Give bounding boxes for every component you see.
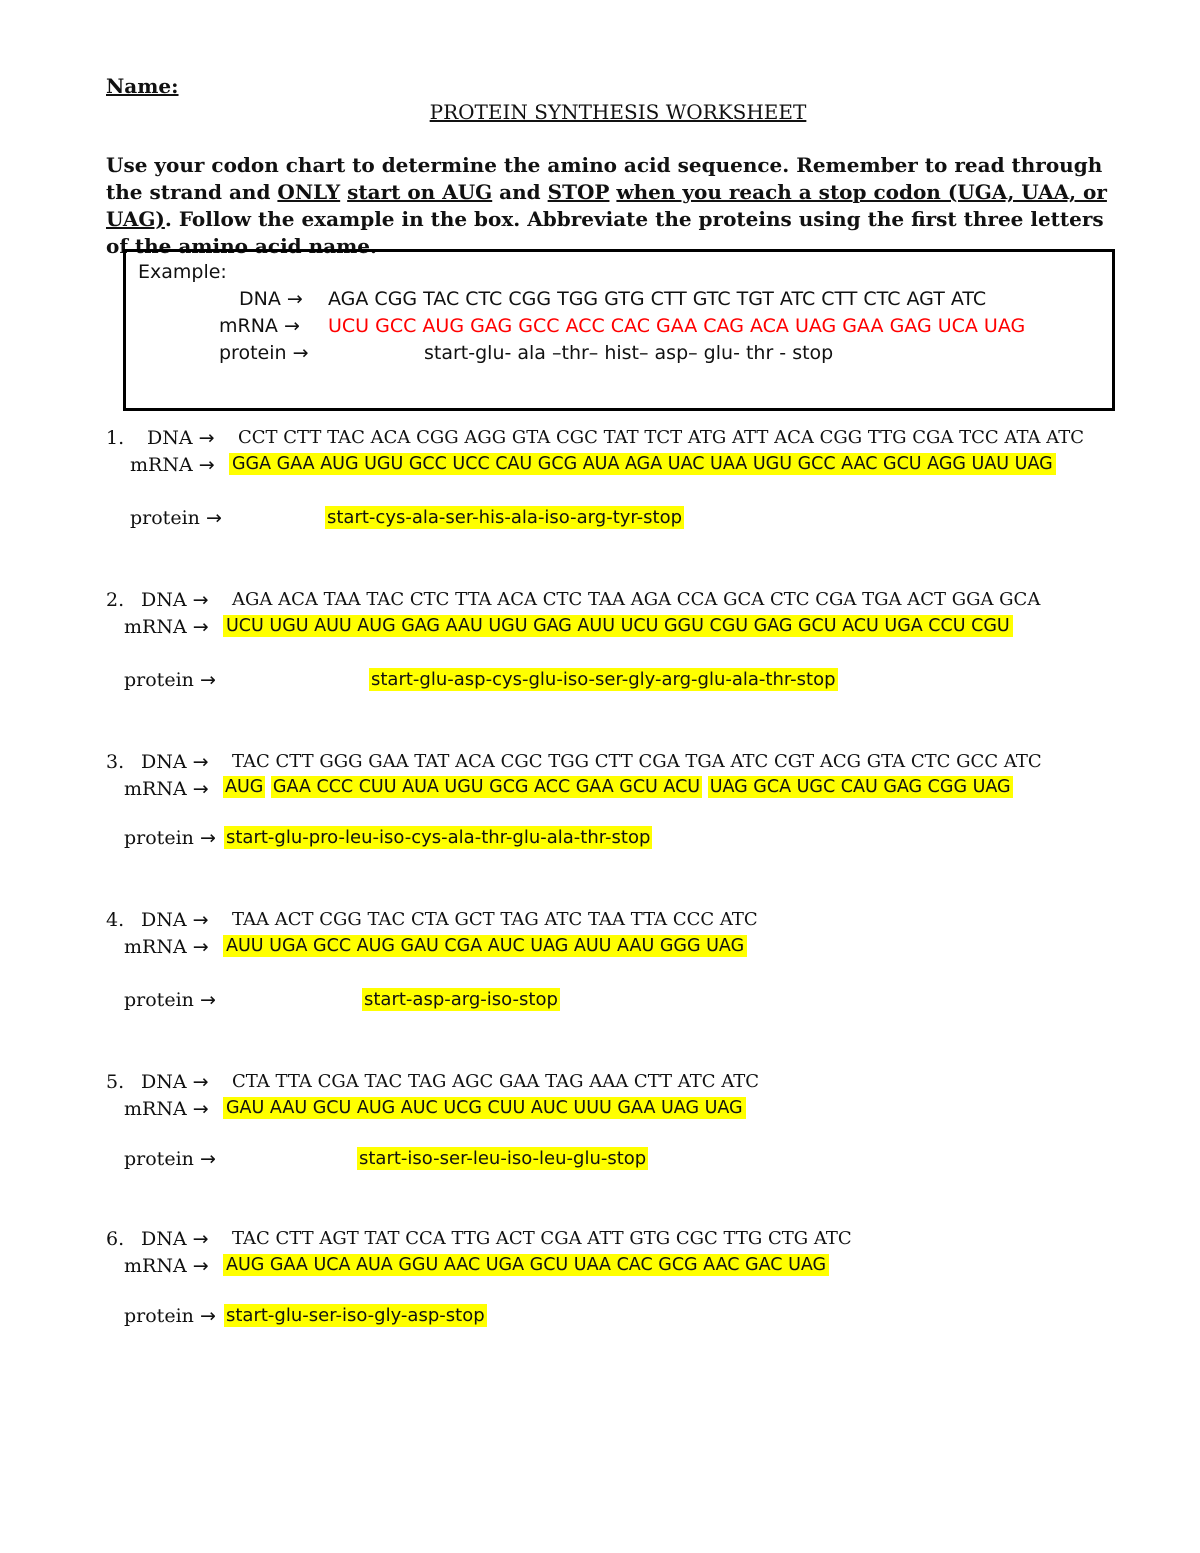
dna-label-text: DNA: [147, 427, 193, 449]
mrna-answer: [223, 777, 1013, 797]
arrow-right-icon: →: [192, 909, 209, 931]
dna-sequence: TAA ACT CGG TAC CTA GCT TAG ATC TAA TTA CCC ATC: [232, 909, 758, 930]
page-title: PROTEIN SYNTHESIS WORKSHEET: [429, 100, 807, 124]
arrow-right-icon: →: [198, 454, 215, 476]
protein-label-text: protein: [124, 989, 194, 1011]
example-dna-sequence: AGA CGG TAC CTC CGG TGG GTG CTT GTC TGT ATC CTT CTC AGT ATC: [328, 288, 987, 310]
mrna-label: [124, 1098, 209, 1120]
arrow-right-icon: →: [192, 1228, 209, 1250]
arrow-right-icon: →: [198, 427, 215, 449]
protein-label: [124, 1148, 216, 1170]
question-number: 3.: [106, 751, 125, 773]
dna-label-text: DNA: [141, 909, 187, 931]
mrna-answer: GGA GAA AUG UGU GCC UCC CAU GCG AUA AGA UAC UAA UGU GCC AAC GCU AGG UAU UAG: [229, 453, 1056, 475]
arrow-right-icon: →: [192, 778, 209, 800]
protein-label-text: protein: [124, 669, 194, 691]
example-protein-sequence: start-glu- ala –thr– hist– asp– glu- thr - stop: [424, 342, 834, 364]
dna-label-text: DNA: [141, 751, 187, 773]
arrow-right-icon: →: [192, 751, 209, 773]
mrna-label: [124, 1255, 209, 1277]
mrna-label-text: mRNA: [124, 616, 187, 638]
dna-label: [141, 751, 209, 773]
dna-label-text: DNA: [141, 1071, 187, 1093]
mrna-label-text: mRNA: [124, 778, 187, 800]
instructions-text: . Follow the example in the box. Abbreviate the proteins using the first three letters of the amino acid name.: [106, 207, 1104, 258]
name-label: Name:: [106, 74, 179, 98]
mrna-label-text: mRNA: [130, 454, 193, 476]
protein-answer: start-cys-ala-ser-his-ala-iso-arg-tyr-stop: [327, 507, 683, 528]
question-number: 2.: [106, 589, 125, 611]
example-protein-label: [219, 342, 309, 364]
mrna-label: [130, 454, 215, 476]
arrow-right-icon: →: [192, 1255, 209, 1277]
protein-answer: start-iso-ser-leu-iso-leu-glu-stop: [359, 1148, 647, 1169]
arrow-right-icon: →: [205, 507, 222, 529]
instructions: [106, 152, 1126, 260]
instructions-start-on-aug: start on AUG: [347, 180, 493, 204]
mrna-answer: GAU AAU GCU AUG AUC UCG CUU AUC UUU GAA UAG UAG: [223, 1097, 746, 1119]
example-label: Example:: [138, 261, 227, 283]
question-number: 1.: [106, 427, 125, 449]
example-mrna-sequence: UCU GCC AUG GAG GCC ACC CAC GAA CAG ACA UAG GAA GAG UCA UAG: [328, 315, 1026, 337]
example-protein-label-text: protein: [219, 342, 287, 364]
dna-label: [141, 1071, 209, 1093]
question-number: 6.: [106, 1228, 125, 1250]
mrna-label: [124, 778, 209, 800]
arrow-right-icon: →: [292, 342, 309, 364]
dna-sequence: CTA TTA CGA TAC TAG AGC GAA TAG AAA CTT ATC ATC: [232, 1071, 760, 1092]
example-dna-label: [239, 288, 303, 310]
mrna-label: [124, 616, 209, 638]
protein-answer: start-glu-pro-leu-iso-cys-ala-thr-glu-ala-thr-stop: [226, 827, 651, 848]
protein-label-text: protein: [130, 507, 200, 529]
arrow-right-icon: →: [192, 936, 209, 958]
mrna-answer: AUU UGA GCC AUG GAU CGA AUC UAG AUU AAU GGG UAG: [223, 935, 747, 957]
dna-label: [141, 1228, 209, 1250]
arrow-right-icon: →: [199, 1148, 216, 1170]
mrna-label-text: mRNA: [124, 936, 187, 958]
arrow-right-icon: →: [199, 1305, 216, 1327]
question-number: 4.: [106, 909, 125, 931]
arrow-right-icon: →: [199, 989, 216, 1011]
mrna-answer: AUG GAA UCA AUA GGU AAC UGA GCU UAA CAC GCG AAC GAC UAG: [223, 1254, 829, 1276]
arrow-right-icon: →: [192, 1071, 209, 1093]
dna-sequence: TAC CTT GGG GAA TAT ACA CGC TGG CTT CGA TGA ATC CGT ACG GTA CTC GCC ATC: [232, 751, 1042, 772]
instructions-stop-codons: when you reach a stop codon (UGA, UAA, or UAG): [106, 180, 1107, 231]
arrow-right-icon: →: [192, 589, 209, 611]
protein-answer: start-asp-arg-iso-stop: [364, 989, 558, 1010]
protein-label-text: protein: [124, 827, 194, 849]
instructions-only: ONLY: [277, 180, 341, 204]
protein-answer: start-glu-ser-iso-gly-asp-stop: [226, 1305, 485, 1326]
protein-label-text: protein: [124, 1148, 194, 1170]
dna-label: [141, 909, 209, 931]
arrow-right-icon: →: [192, 1098, 209, 1120]
mrna-answer: UCU UGU AUU AUG GAG AAU UGU GAG AUU UCU GGU CGU GAG GCU ACU UGA CCU CGU: [223, 615, 1013, 637]
mrna-answer-part: UAG GCA UGC CAU GAG CGG UAG: [709, 777, 1011, 797]
mrna-answer-part: AUG: [225, 777, 264, 797]
mrna-label-text: mRNA: [124, 1098, 187, 1120]
dna-sequence: TAC CTT AGT TAT CCA TTG ACT CGA ATT GTG CGC TTG CTG ATC: [232, 1228, 852, 1249]
example-dna-label-text: DNA: [239, 288, 281, 310]
arrow-right-icon: →: [286, 288, 303, 310]
mrna-label-text: mRNA: [124, 1255, 187, 1277]
protein-answer: start-glu-asp-cys-glu-iso-ser-gly-arg-glu-ala-thr-stop: [371, 669, 836, 690]
arrow-right-icon: →: [283, 315, 300, 337]
protein-label: [124, 989, 216, 1011]
protein-label: [124, 669, 216, 691]
dna-label: [141, 589, 209, 611]
dna-label-text: DNA: [141, 589, 187, 611]
question-number: 5.: [106, 1071, 125, 1093]
arrow-right-icon: →: [192, 616, 209, 638]
protein-label-text: protein: [124, 1305, 194, 1327]
protein-label: [124, 827, 216, 849]
arrow-right-icon: →: [199, 827, 216, 849]
dna-sequence: CCT CTT TAC ACA CGG AGG GTA CGC TAT TCT ATG ATT ACA CGG TTG CGA TCC ATA ATC: [238, 427, 1084, 448]
instructions-text: Use your codon chart to determine the amino acid sequence. Remember to read through the strand and: [106, 153, 1103, 204]
arrow-right-icon: →: [199, 669, 216, 691]
dna-label-text: DNA: [141, 1228, 187, 1250]
mrna-label: [124, 936, 209, 958]
example-mrna-label-text: mRNA: [219, 315, 278, 337]
protein-label: [124, 1305, 216, 1327]
protein-label: [130, 507, 222, 529]
dna-sequence: AGA ACA TAA TAC CTC TTA ACA CTC TAA AGA CCA GCA CTC CGA TGA ACT GGA GCA: [232, 589, 1041, 610]
mrna-answer-part: GAA CCC CUU AUA UGU GCG ACC GAA GCU ACU: [272, 777, 701, 797]
dna-label: [147, 427, 215, 449]
example-mrna-label: [219, 315, 300, 337]
instructions-text: and: [492, 180, 548, 204]
instructions-stop: STOP: [547, 180, 610, 204]
